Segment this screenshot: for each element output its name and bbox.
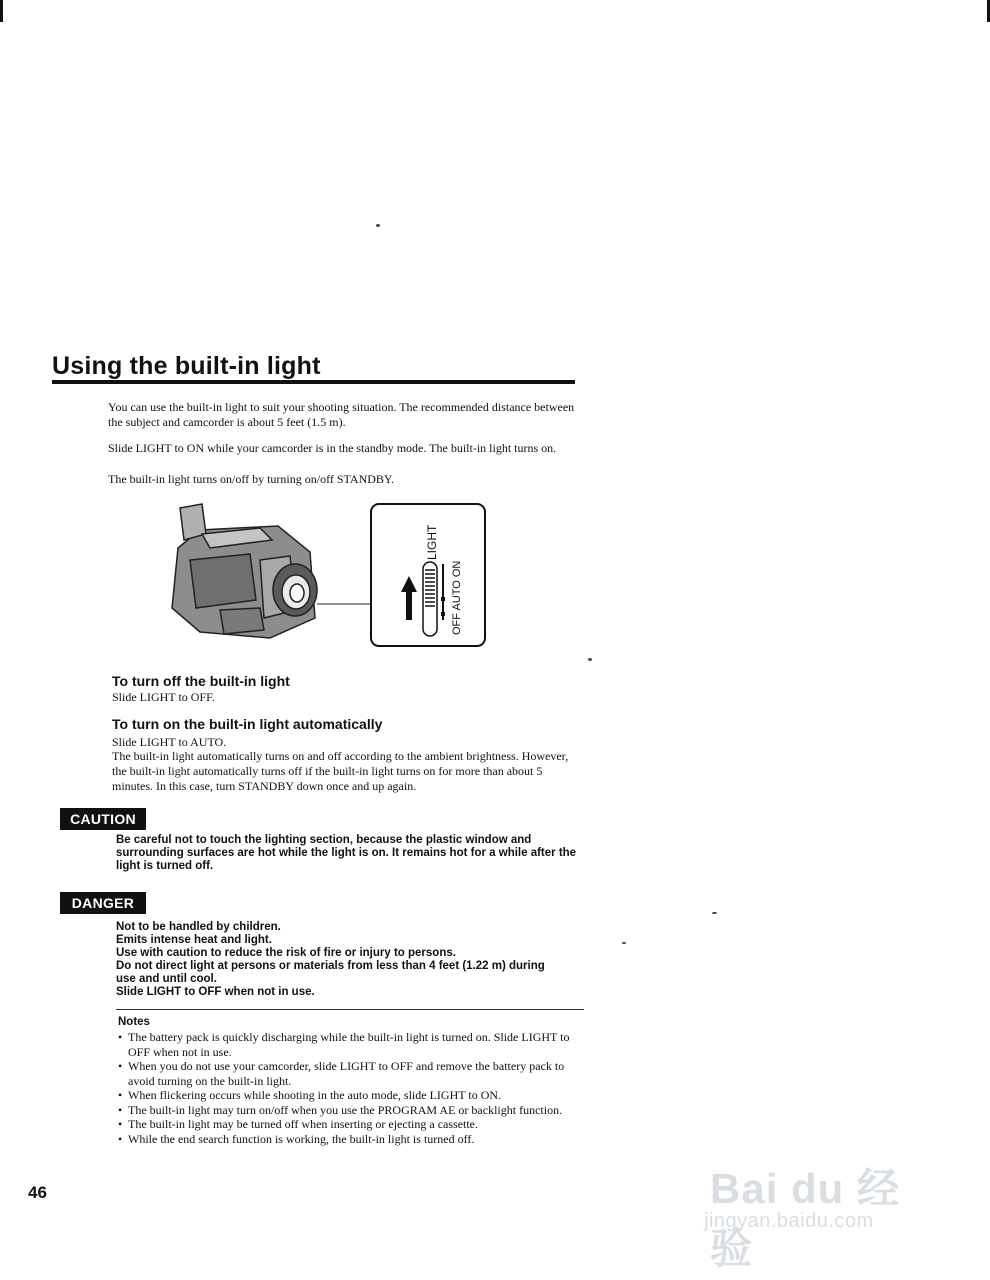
switch-label: LIGHT	[425, 524, 439, 560]
switch-positions: OFF AUTO ON	[451, 560, 463, 635]
caution-badge: CAUTION	[60, 808, 146, 830]
note-item: • When you do not use your camcorder, slide LIGHT to OFF and remove the battery pack to avoid turning on the built-in light.	[118, 1059, 578, 1088]
page-number: 46	[28, 1183, 47, 1202]
section-off-text: Slide LIGHT to OFF.	[112, 690, 215, 704]
note-item: • The built-in light may turn on/off when you use the PROGRAM AE or backlight function.	[118, 1103, 578, 1118]
section-auto-heading: To turn on the built-in light automatically	[112, 716, 383, 732]
instruction-paragraph-2: The built-in light turns on/off by turning on/off STANDBY.	[108, 472, 395, 486]
note-item: • When flickering occurs while shooting in the auto mode, slide LIGHT to ON.	[118, 1088, 578, 1103]
watermark-brand: Bai du 经验	[710, 1165, 901, 1272]
danger-line: Use with caution to reduce the risk of fire or injury to persons.	[116, 947, 456, 959]
page-title: Using the built-in light	[52, 352, 321, 380]
danger-badge: DANGER	[60, 892, 146, 914]
danger-line: Slide LIGHT to OFF when not in use.	[116, 986, 315, 998]
intro-paragraph: You can use the built-in light to suit your shooting situation. The recommended distance between the subject and camcorder is about 5 feet (1.5 m).	[108, 400, 575, 429]
note-item: • While the end search function is working, the built-in light is turned off.	[118, 1132, 578, 1147]
danger-line: Emits intense heat and light.	[116, 934, 272, 946]
left-edge-mark	[0, 0, 3, 22]
camcorder-light-figure	[160, 500, 490, 650]
baidu-watermark	[700, 1138, 940, 1272]
title-rule	[52, 380, 575, 384]
danger-text	[116, 921, 586, 999]
note-item: • The built-in light may be turned off when inserting or ejecting a cassette.	[118, 1117, 578, 1132]
section-off-heading: To turn off the built-in light	[112, 673, 290, 689]
scan-speck	[622, 942, 626, 944]
notes-list	[118, 1030, 578, 1146]
notes-title: Notes	[118, 1016, 150, 1028]
scan-speck	[712, 912, 717, 914]
note-item: • The battery pack is quickly discharging while the built-in light is turned on. Slide LIGHT to OFF when not in use.	[118, 1030, 578, 1059]
danger-line: Do not direct light at persons or materials from less than 4 feet (1.22 m) during	[116, 960, 545, 972]
danger-line: Not to be handled by children.	[116, 921, 281, 933]
section-auto-text-1: Slide LIGHT to AUTO.	[112, 735, 227, 749]
instruction-paragraph: Slide LIGHT to ON while your camcorder is in the standby mode. The built-in light turns on.	[108, 441, 557, 455]
section-auto-text-2: The built-in light automatically turns on and off according to the ambient brightness. However, the built-in light automatically turns off if the built-in light turns on for more than about 5 minutes. In this case, turn STANDBY down once and up again.	[112, 749, 569, 793]
scan-speck	[588, 658, 592, 661]
camcorder-illustration	[160, 500, 490, 650]
scan-speck	[376, 224, 380, 227]
caution-text: Be careful not to touch the lighting section, because the plastic window and surrounding surfaces are hot while the light is on. It remains hot for a while after the light is turned off.	[116, 834, 577, 872]
danger-line: use and until cool.	[116, 973, 217, 985]
watermark-domain: jingyan.baidu.com	[704, 1210, 874, 1232]
notes-rule	[116, 1009, 584, 1010]
